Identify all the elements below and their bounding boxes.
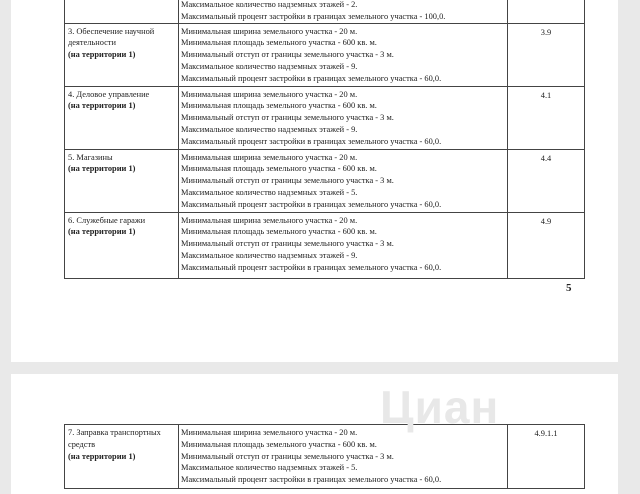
param-line: Минимальный отступ от границы земельного участка - 3 м. [181,451,394,461]
param-line: Максимальное количество надземных этажей - 9. [181,124,358,134]
code-cell: 4.4 [508,149,585,212]
name-cell [65,212,179,278]
watermark-logo: Циан [380,381,500,433]
zoning-table-top [64,0,585,279]
param-line: Минимальный отступ от границы земельного участка - 3 м. [181,176,394,186]
params-cell [179,0,508,23]
param-line: Минимальная площадь земельного участка - 600 кв. м. [181,38,377,48]
param-line: Минимальная площадь земельного участка - 600 кв. м. [181,227,377,237]
param-line: Минимальная ширина земельного участка - 20 м. [181,215,358,225]
param-line: Максимальное количество надземных этажей - 5. [181,187,358,197]
code-cell [508,0,585,23]
param-line: Минимальная площадь земельного участка - 600 кв. м. [181,164,377,174]
param-line: Минимальная ширина земельного участка - 20 м. [181,428,358,437]
params-cell [179,23,508,86]
use-title: 6. Служебные гаражи [68,215,146,225]
page-number: 5 [566,282,572,294]
params-cell [179,425,508,489]
table-row [65,149,585,212]
use-title: 3. Обеспечение научной деятельности [68,26,155,48]
use-title: 5. Магазины [68,152,113,162]
param-line: Максимальный процент застройки в границах земельного участка - 60,0. [181,136,442,146]
params-cell [179,86,508,149]
table-row [65,212,585,278]
param-line: Максимальный процент застройки в границах земельного участка - 100,0. [181,11,446,21]
code-cell: 4.9.1.1 [508,425,585,489]
zoning-table-bottom [64,424,585,489]
table-row-cut [65,0,585,23]
param-line: Минимальная площадь земельного участка - 600 кв. м. [181,101,377,111]
params-cell [179,212,508,278]
code-cell: 3.9 [508,23,585,86]
param-line: Максимальный процент застройки в границах земельного участка - 60,0. [181,73,442,83]
use-title: 7. Заправка транспортных средств [68,428,161,449]
territory-label: (на территории 1) [68,451,136,461]
name-cell [65,149,179,212]
name-cell [65,0,179,23]
param-line: Минимальная площадь земельного участка - 600 кв. м. [181,439,377,449]
territory-label: (на территории 1) [68,164,136,174]
param-line: Максимальное количество надземных этажей - 9. [181,250,358,260]
param-line: Минимальная ширина земельного участка - 20 м. [181,26,358,36]
document-page-bottom [11,374,618,494]
param-line: Максимальное количество надземных этажей - 5. [181,463,358,473]
param-line: Максимальный процент застройки в границах земельного участка - 60,0. [181,475,442,485]
territory-label: (на территории 1) [68,227,136,237]
param-line: Максимальное количество надземных этажей - 9. [181,61,358,71]
table-row [65,86,585,149]
param-line: Минимальный отступ от границы земельного участка - 3 м. [181,50,394,60]
param-line: Минимальный отступ от границы земельного участка - 3 м. [181,113,394,123]
table-row [65,425,585,489]
name-cell [65,425,179,489]
code-cell: 4.9 [508,212,585,278]
code-cell: 4.1 [508,86,585,149]
name-cell [65,86,179,149]
param-line: Максимальный процент застройки в границах земельного участка - 60,0. [181,199,442,209]
name-cell [65,23,179,86]
param-line: Максимальное количество надземных этажей - 2. [181,0,358,9]
param-line: Максимальный процент застройки в границах земельного участка - 60,0. [181,262,442,272]
territory-label: (на территории 1) [68,50,136,60]
params-cell [179,149,508,212]
territory-label: (на территории 1) [68,101,136,111]
param-line: Минимальная ширина земельного участка - 20 м. [181,152,358,162]
table-row [65,23,585,86]
document-page-top [11,0,618,362]
use-title: 4. Деловое управление [68,89,150,99]
param-line: Минимальный отступ от границы земельного участка - 3 м. [181,239,394,249]
param-line: Минимальная ширина земельного участка - 20 м. [181,89,358,99]
